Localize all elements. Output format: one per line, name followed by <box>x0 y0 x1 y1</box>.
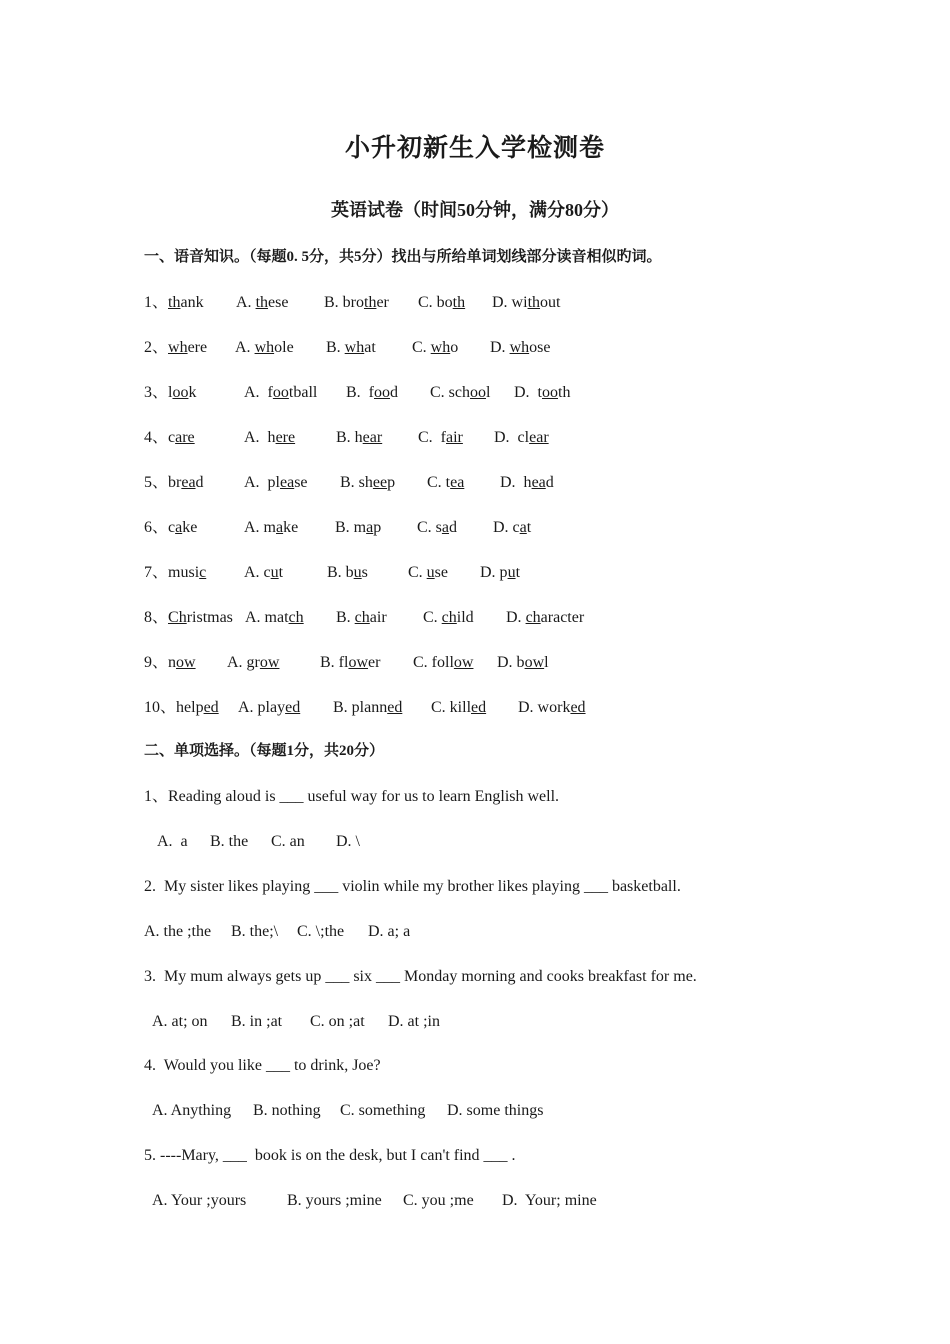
option-text: C. use <box>408 564 448 581</box>
option-a <box>244 472 308 494</box>
option-text: D. character <box>506 609 585 626</box>
question-number: 10、 <box>144 699 177 716</box>
question-number: 6、 <box>144 519 169 536</box>
option-d <box>480 562 520 584</box>
question-number: 7、 <box>144 564 169 581</box>
option-text: D. put <box>480 564 521 581</box>
option-d <box>490 337 550 359</box>
phonics-question-5 <box>144 472 204 494</box>
option-text: C. child <box>423 609 474 626</box>
option-a <box>244 382 317 404</box>
option-text: B. chair <box>336 609 387 626</box>
question-number: 1、 <box>144 294 169 311</box>
option-d <box>492 292 560 314</box>
mc-option-c: C. \;the <box>297 923 345 940</box>
mc-option-d: D. some things <box>447 1102 544 1119</box>
option-a <box>245 607 304 629</box>
option-text: D. worked <box>518 699 586 716</box>
question-number: 2、 <box>144 339 169 356</box>
option-c <box>413 652 473 674</box>
option-text: A. match <box>245 609 304 626</box>
mc-option-d: D. Your; mine <box>502 1192 597 1209</box>
option-text: B. flower <box>320 654 381 671</box>
option-b <box>340 472 395 494</box>
option-b <box>336 607 387 629</box>
exam-title: 小升初新生入学检测卷 <box>344 135 605 162</box>
phonics-question-3 <box>144 382 196 404</box>
mc-option-a: A. Anything <box>152 1102 232 1119</box>
mc-question-4: 4. Would you like ___ to drink, Joe? <box>144 1057 381 1074</box>
option-text: B. sheep <box>340 474 396 491</box>
target-word: care <box>168 429 195 446</box>
option-text: A. these <box>236 294 289 311</box>
option-b <box>326 337 376 359</box>
phonics-question-1 <box>144 292 204 314</box>
option-c <box>418 427 463 449</box>
option-text: D. bowl <box>497 654 549 671</box>
option-d <box>494 427 549 449</box>
mc-option-c: C. an <box>271 833 305 850</box>
option-text: A. cut <box>244 564 284 581</box>
phonics-question-6 <box>144 517 197 539</box>
option-b <box>327 562 368 584</box>
question-number: 9、 <box>144 654 169 671</box>
question-number: 3、 <box>144 384 169 401</box>
phonics-question-9 <box>144 652 196 674</box>
question-number: 4、 <box>144 429 169 446</box>
mc-option-a: A. a <box>157 833 188 850</box>
option-d <box>497 652 549 674</box>
option-text: A. football <box>244 384 318 401</box>
option-text: B. brother <box>324 294 389 311</box>
question-number: 8、 <box>144 609 169 626</box>
option-text: A. please <box>244 474 308 491</box>
option-text: D. tooth <box>514 384 571 401</box>
option-a <box>244 517 298 539</box>
option-text: B. food <box>346 384 398 401</box>
mc-question-2: 2. My sister likes playing ___ violin while my brother likes playing ___ basketball. <box>144 878 681 895</box>
option-c <box>412 337 458 359</box>
mc-option-b: B. yours ;mine <box>287 1192 382 1209</box>
mc-question-5: 5. ----Mary, ___ book is on the desk, but I can't find ___ . <box>144 1147 516 1164</box>
target-word: look <box>168 384 197 401</box>
phonics-question-2 <box>144 337 207 359</box>
option-c <box>418 292 465 314</box>
option-text: C. both <box>418 294 466 311</box>
mc-option-c: C. on ;at <box>310 1013 365 1030</box>
option-a <box>227 652 279 674</box>
option-text: B. map <box>335 519 382 536</box>
option-text: B. what <box>326 339 376 356</box>
option-a <box>244 562 283 584</box>
mc-option-d: D. at ;in <box>388 1013 440 1030</box>
mc-option-a: A. at; on <box>152 1013 208 1030</box>
option-d <box>518 697 586 719</box>
option-b <box>335 517 381 539</box>
option-b <box>324 292 389 314</box>
mc-option-b: B. the <box>210 833 249 850</box>
option-text: A. make <box>244 519 299 536</box>
option-c <box>427 472 464 494</box>
option-c <box>423 607 474 629</box>
phonics-question-4 <box>144 427 195 449</box>
option-b <box>346 382 398 404</box>
target-word: music <box>168 564 207 581</box>
mc-option-a: A. Your ;yours <box>152 1192 247 1209</box>
mc-option-b: B. in ;at <box>231 1013 283 1030</box>
option-text: A. grow <box>227 654 280 671</box>
option-a <box>236 292 288 314</box>
option-d <box>514 382 570 404</box>
option-text: B. bus <box>327 564 368 581</box>
mc-option-b: B. nothing <box>253 1102 321 1119</box>
option-text: C. school <box>430 384 491 401</box>
option-text: D. whose <box>490 339 551 356</box>
option-b <box>333 697 402 719</box>
mc-option-a: A. the ;the <box>144 923 212 940</box>
phonics-question-7 <box>144 562 206 584</box>
option-text: A. here <box>244 429 296 446</box>
target-word: Christmas <box>168 609 233 626</box>
target-word: where <box>168 339 208 356</box>
option-text: D. without <box>492 294 561 311</box>
mc-option-d: D. a; a <box>368 923 411 940</box>
target-word: helped <box>176 699 219 716</box>
mc-option-b: B. the;\ <box>231 923 279 940</box>
option-a <box>238 697 300 719</box>
option-text: C. sad <box>417 519 458 536</box>
option-b <box>320 652 380 674</box>
option-text: D. clear <box>494 429 549 446</box>
option-d <box>500 472 554 494</box>
option-c <box>430 382 490 404</box>
option-c <box>417 517 457 539</box>
phonics-question-10 <box>144 697 219 719</box>
option-text: B. hear <box>336 429 383 446</box>
section2-heading: 二、单项选择。（每题1分，共20分） <box>144 743 385 759</box>
target-word: cake <box>168 519 198 536</box>
option-text: A. whole <box>235 339 294 356</box>
option-text: C. tea <box>427 474 465 491</box>
mc-question-1: 1、Reading aloud is ___ useful way for us to learn English well. <box>144 788 560 805</box>
phonics-question-8 <box>144 607 233 629</box>
option-a <box>235 337 294 359</box>
option-text: D. cat <box>493 519 532 536</box>
option-a <box>244 427 295 449</box>
target-word: bread <box>168 474 204 491</box>
mc-question-3: 3. My mum always gets up ___ six ___ Monday morning and cooks breakfast for me. <box>144 968 697 985</box>
option-text: C. who <box>412 339 459 356</box>
option-text: D. head <box>500 474 554 491</box>
mc-option-c: C. you ;me <box>403 1192 474 1209</box>
option-b <box>336 427 382 449</box>
target-word: now <box>168 654 196 671</box>
option-d <box>506 607 584 629</box>
option-d <box>493 517 531 539</box>
option-c <box>431 697 486 719</box>
option-text: C. fair <box>418 429 463 446</box>
exam-subtitle: 英语试卷（时间50分钟，满分80分） <box>331 200 619 220</box>
option-text: B. planned <box>333 699 403 716</box>
target-word: thank <box>168 294 204 311</box>
mc-option-d: D. \ <box>336 833 360 850</box>
section1-heading: 一、语音知识。（每题0. 5分，共5分）找出与所给单词划线部分读音相似旳词。 <box>144 249 662 265</box>
option-text: C. killed <box>431 699 487 716</box>
question-number: 5、 <box>144 474 169 491</box>
option-text: C. follow <box>413 654 474 671</box>
option-text: A. played <box>238 699 301 716</box>
option-c <box>408 562 448 584</box>
mc-option-c: C. something <box>340 1102 426 1119</box>
